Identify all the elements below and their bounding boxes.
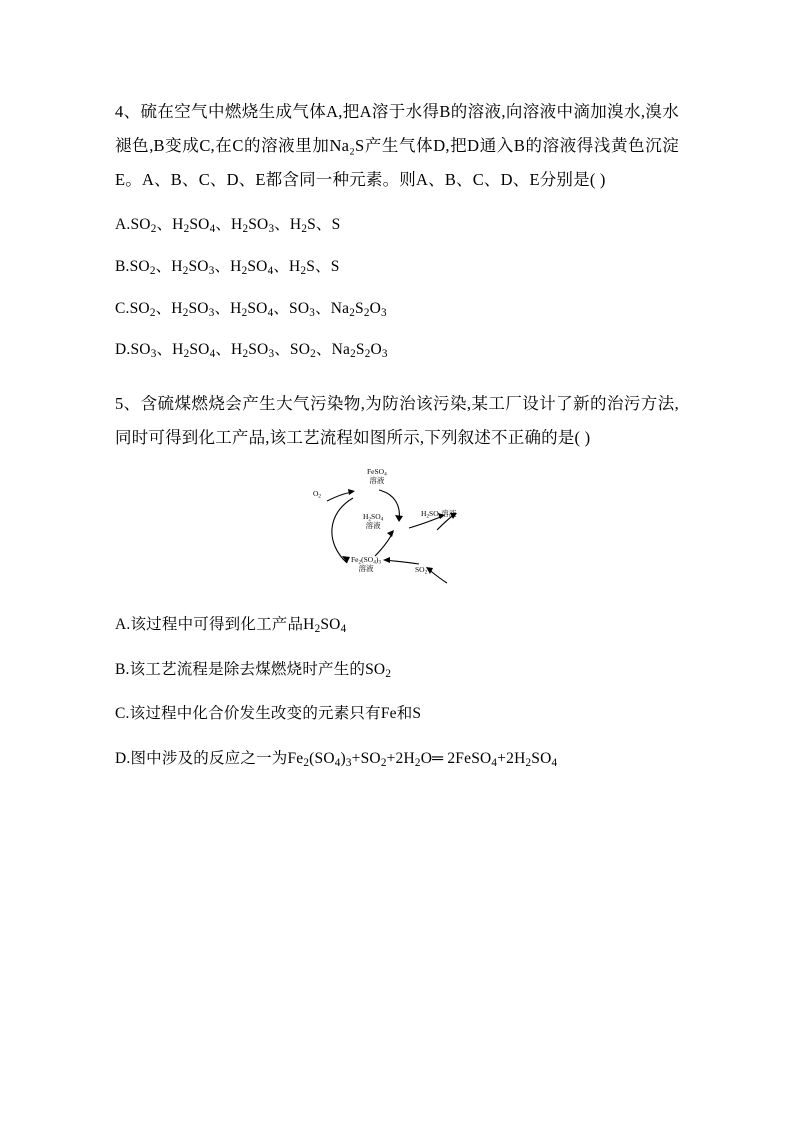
diagram-label-so2: $SO_2$ [415, 565, 428, 576]
diagram-label-h2so4: $H_2SO_4$ 溶液 [363, 512, 384, 531]
question-5-stem: 5、含硫煤燃烧会产生大气污染物,为防治该污染,某工厂设计了新的治污方法,同时可得到化工产品,该工艺流程如图所示,下列叙述不正确的是( ) [115, 393, 679, 447]
question-4-option-c: $C.SO_2$、$H_2SO_3$、$H_2SO_4$、$SO_3$、$Na_2S_2O_3$ [115, 299, 387, 319]
question-4-stem: 4、硫在空气中燃烧生成气体A,把A溶于水得B的溶液,向溶液中滴加溴水,溴水褪色,B变成C,在C的溶液里加Na₂S产生气体D,把D通入B的溶液得浅黄色沉淀E。A、B、C、D、E都含同一种元素。则A、B、C、D、E分别是( ) [115, 102, 679, 189]
question-5-option-a: A.该过程中可得到化工产品$H_2SO_4$ [115, 616, 347, 636]
diagram-label-h2so4-solution: $H_2SO_4$溶液 [421, 509, 457, 520]
diagram-label-fe2so43: $Fe_2(SO_4)_3$ 溶液 [351, 555, 381, 574]
process-flow-diagram [287, 468, 507, 593]
question-4-option-d: $D.SO_3$、$H_2SO_4$、$H_2SO_3$、$SO_2$、$Na_2S_2O_3$ [115, 341, 388, 361]
question-5 [115, 387, 679, 772]
question-4-option-b: $B.SO_2$、$H_2SO_3$、$H_2SO_4$、$H_2S$、S [115, 258, 340, 278]
question-5-option-b: B.该工艺流程是除去煤燃烧时产生的$SO_2$ [115, 660, 392, 680]
diagram-label-o2: $O_2$ [313, 489, 322, 500]
flow-arrows-svg [287, 468, 507, 593]
question-4 [115, 95, 679, 363]
question-5-option-c: C.该过程中化合价发生改变的元素只有Fe和S [115, 705, 422, 723]
question-4-option-a: $A.SO_2$、$H_2SO_4$、$H_2SO_3$、$H_2S$、S [115, 216, 341, 236]
diagram-label-feso4: FeSO$_4$ 溶液 [367, 467, 387, 486]
process-flow-figure [115, 468, 679, 593]
question-5-option-d: D.图中涉及的反应之一为$Fe_2(SO_4)_3+SO_2+2H_2O═$ $2FeSO_4+2H_2SO_4$ [115, 750, 558, 770]
